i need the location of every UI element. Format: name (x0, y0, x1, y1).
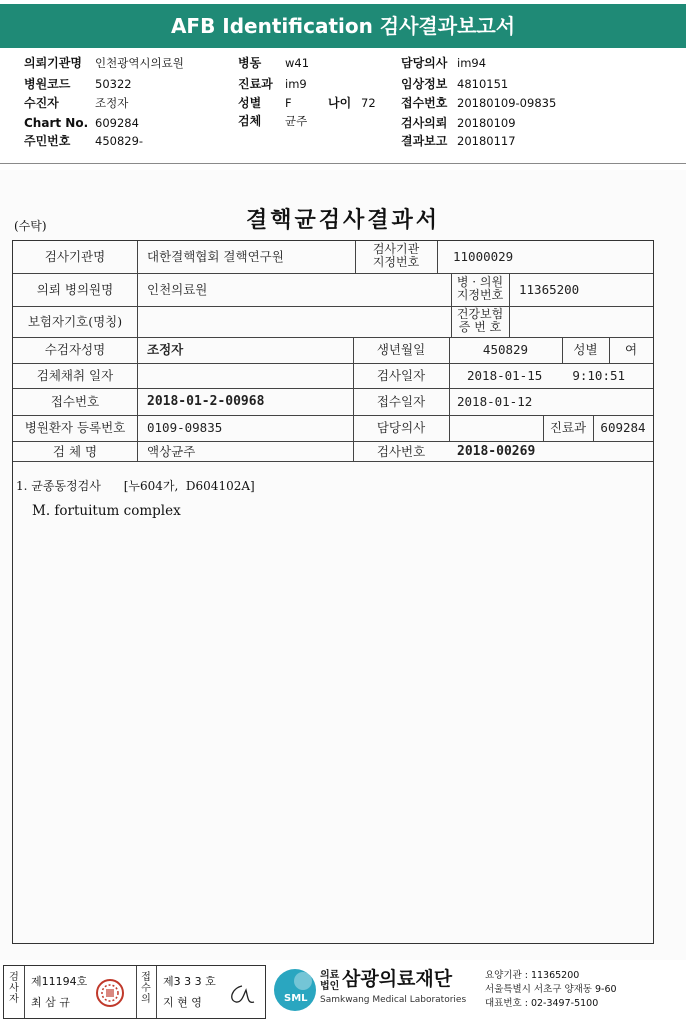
label-insurer: 보험자기호(명칭) (27, 314, 123, 329)
header-value: 72 (361, 96, 376, 110)
seal-stamp-icon (94, 978, 126, 1008)
value-patient-name: 조정자 (147, 342, 184, 357)
header-label: 주민번호 (24, 134, 71, 148)
header-value: im94 (457, 56, 487, 70)
header-label: 결과보고 (401, 134, 448, 148)
label-birth-date: 생년월일 (376, 342, 426, 357)
label-test-no: 검사번호 (376, 444, 426, 459)
label-accession-date: 접수일자 (376, 394, 426, 409)
header-label: 병동 (238, 56, 262, 70)
org-code: 요양기관 : 11365200 (485, 970, 580, 981)
label-sex: 성별 (573, 342, 598, 357)
label-specimen-name: 검 체 명 (52, 444, 98, 459)
value-accession-date: 2018-01-12 (457, 394, 533, 409)
tester-name: 최 삼 규 (31, 996, 70, 1009)
footer (0, 962, 686, 1031)
header-label: 검사의뢰 (401, 116, 448, 130)
sml-logo-text: SML (284, 993, 308, 1004)
value-test-date: 2018-01-15 9:10:51 (467, 368, 626, 383)
approver-license: 제3 3 3 호 (163, 975, 216, 988)
label-registration-no: 병원환자 등록번호 (24, 420, 126, 435)
value-lab-code: 11000029 (453, 249, 514, 264)
approver-name: 지 현 영 (163, 996, 202, 1009)
header-value: w41 (285, 56, 310, 70)
header-label: 나이 (328, 96, 352, 110)
label-health-insurance-no: 건강보험 증 번 호 (456, 307, 504, 334)
header-divider (0, 163, 686, 164)
value-requesting-hospital: 인천의료원 (147, 282, 208, 297)
receipt-mark: (수탁) (14, 219, 47, 233)
tester-license: 제11194호 (31, 975, 88, 988)
header-value: 20180109 (457, 116, 516, 130)
org-prefix-bottom: 법인 (320, 981, 340, 992)
label-lab-name: 검사기관명 (44, 249, 106, 264)
value-birth-date: 450829 (482, 342, 529, 357)
label-accession-no: 접수번호 (50, 394, 100, 409)
header-value: 균주 (285, 114, 308, 128)
header-value: im9 (285, 77, 307, 91)
header-value: 450829- (95, 134, 144, 148)
label-attending-doctor: 담당의사 (376, 420, 426, 435)
report-heading: 결핵균검사결과서 (245, 207, 441, 233)
header-label: 진료과 (238, 77, 273, 91)
header-label: 담당의사 (401, 56, 448, 70)
label-test-date: 검사일자 (376, 368, 426, 383)
org-english-name: Samkwang Medical Laboratories (320, 995, 467, 1005)
header-value: 609284 (95, 116, 139, 130)
sml-logo-icon (272, 967, 318, 1013)
header-value: 조정자 (95, 96, 129, 110)
label-patient-name: 수검자성명 (44, 342, 106, 357)
header-label: 병원코드 (24, 77, 71, 91)
value-lab-name: 대한결핵협회 결핵연구원 (147, 249, 284, 264)
header-value: 인천광역시의료원 (95, 56, 184, 70)
header-value: 20180117 (457, 134, 516, 148)
header-label: 수진자 (24, 96, 59, 110)
header-label: 성별 (238, 96, 262, 110)
label-hospital-code: 병 · 의원 지정번호 (456, 275, 504, 302)
header-value: F (285, 96, 292, 110)
label-requesting-hospital: 의뢰 병의원명 (36, 282, 114, 297)
report-table (12, 240, 654, 944)
label-lab-code: 검사기관 지정번호 (372, 242, 420, 269)
header-value: 50322 (95, 77, 132, 91)
header-value: 20180109-09835 (457, 96, 557, 110)
tester-vertical-label: 검사자 (9, 972, 19, 1005)
signature-box (3, 965, 266, 1019)
result-test-line: 1. 균종동정검사 [누604가, D604102A] (16, 479, 255, 493)
value-test-no: 2018-00269 (457, 444, 536, 459)
approver-vertical-label: 접수의 (141, 972, 151, 1005)
signature-icon (224, 980, 260, 1010)
org-phone: 대표번호 : 02-3497-5100 (485, 998, 599, 1009)
value-hospital-code: 11365200 (519, 282, 580, 297)
value-department: 609284 (600, 420, 646, 435)
value-accession-no: 2018-01-2-00968 (147, 394, 265, 409)
header-label: 검체 (238, 114, 262, 128)
header-label: 임상정보 (401, 77, 448, 91)
header-value: 4810151 (457, 77, 509, 91)
header-label: 의뢰기관명 (24, 56, 82, 70)
value-registration-no: 0109-09835 (147, 420, 223, 435)
org-address: 서울특별시 서초구 양재동 9-60 (485, 984, 617, 995)
value-specimen-name: 액상균주 (147, 444, 196, 459)
label-collection-date: 검체채취 일자 (36, 368, 114, 383)
result-organism: M. fortuitum complex (32, 503, 181, 519)
value-sex: 여 (624, 342, 638, 357)
header-label: Chart No. (24, 116, 89, 130)
org-prefix-top: 의료 (320, 970, 340, 981)
header-label: 접수번호 (401, 96, 448, 110)
org-name: 삼광의료재단 (342, 968, 453, 990)
label-department: 진료과 (549, 420, 587, 435)
report-title-bar: AFB Identification 검사결과보고서 (0, 4, 686, 48)
